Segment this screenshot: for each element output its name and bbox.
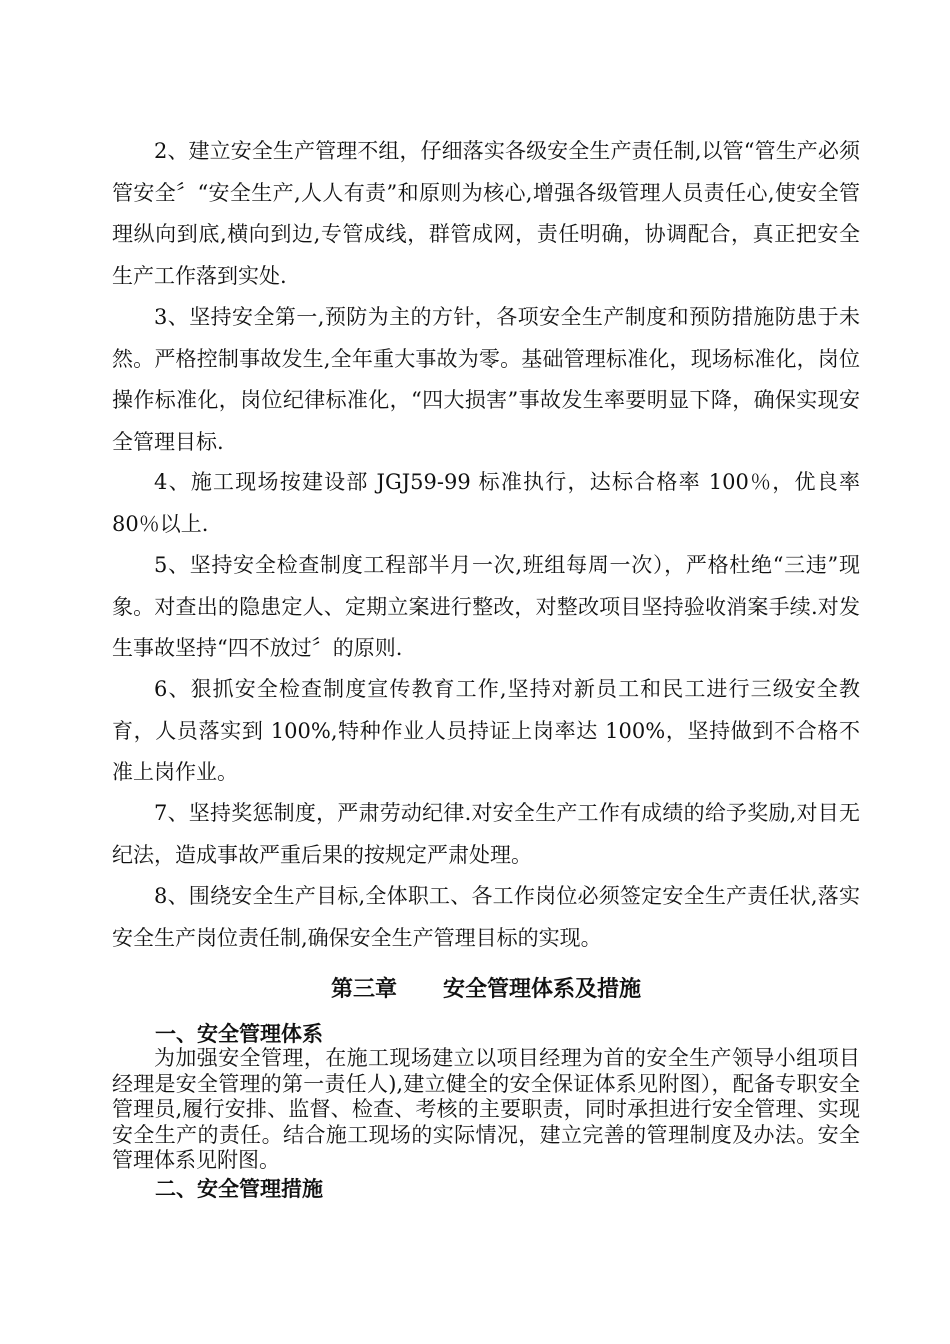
- paragraph-item-7: 7、坚持奖惩制度，严肃劳动纪律.对安全生产工作有成绩的给予奖励,对目无纪法，造成事故严重后果的按规定严肃处理。: [112, 801, 860, 867]
- section-body-safety-system: 为加强安全管理，在施工现场建立以项目经理为首的安全生产领导小组项目经理是安全管理的第一责任人),建立健全的安全保证体系见附图），配备专职安全管理员,履行安排、监督、检查、考核的主要职责，同时承担进行安全管理、实现安全生产的责任。结合施工现场的实际情况，建立完善的管理制度及办法。安全管理体系见附图。: [112, 1046, 860, 1173]
- chapter-title: 第三章 安全管理体系及措施: [331, 977, 641, 1002]
- paragraph-item-5: 5、坚持安全检查制度工程部半月一次,班组每周一次），严格杜绝“三违”现象。对查出的隐患定人、定期立案进行整改，对整改项目坚持验收消案手续.对发生事故坚持“四不放过〞的原则.: [112, 553, 860, 660]
- paragraph-item-8: 8、围绕安全生产目标,全体职工、各工作岗位必须签定安全生产责任状,落实安全生产岗位责任制,确保安全生产管理目标的实现。: [112, 884, 860, 950]
- paragraph-item-6: 6、狠抓安全检查制度宣传教育工作,坚持对新员工和民工进行三级安全教育，人员落实到 100%,特种作业人员持证上岗率达 100%，坚持做到不合格不准上岗作业。: [112, 677, 860, 784]
- section-heading-safety-system: 一、安全管理体系: [155, 1022, 323, 1046]
- paragraph-item-3: 3、坚持安全第一,预防为主的方针，各项安全生产制度和预防措施防患于未然。严格控制事故发生,全年重大事故为零。基础管理标准化，现场标准化，岗位操作标准化，岗位纪律标准化，“四大损害”事故发生率要明显下降，确保实现安全管理目标.: [112, 305, 860, 454]
- paragraph-item-4: 4、施工现场按建设部 JGJ59-99 标准执行，达标合格率 100％，优良率 80％以上.: [112, 470, 860, 536]
- paragraph-item-2: 2、建立安全生产管理不组，仔细落实各级安全生产责任制,以管“管生产必须管安全〞“安全生产,人人有责”和原则为核心,增强各级管理人员责任心,使安全管理纵向到底,横向到边,专管成线，群管成网，责任明确，协调配合，真正把安全生产工作落到实处.: [112, 139, 860, 288]
- section-heading-safety-measures: 二、安全管理措施: [155, 1177, 323, 1201]
